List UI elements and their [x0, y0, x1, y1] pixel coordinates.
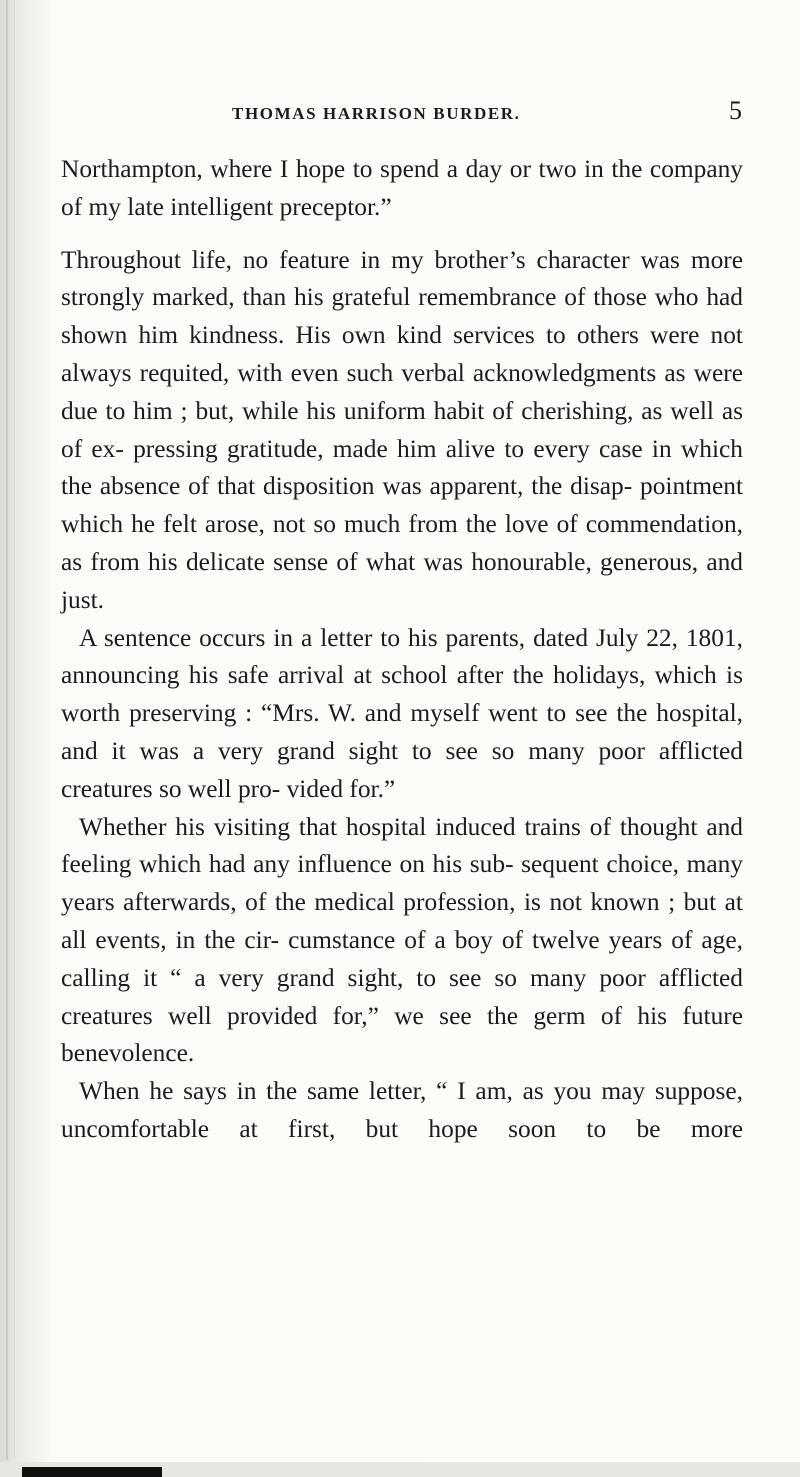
page-number: 5: [729, 96, 742, 125]
paragraph: Throughout life, no feature in my brother’s character was more strongly marked, than his grateful remembrance of those who had shown him kindness. His own kind services to others were not always requited, with even such verbal acknowledgments as were due to him ; but, while his uniform habit of cherishing, as well as of ex- pressing gratitude, made him alive to every case in which the absence of that disposition was apparent, the disap- pointment which he felt arose, not so much from the love of commendation, as from his delicate sense of what was honourable, generous, and just.: [61, 245, 743, 614]
paragraph: A sentence occurs in a letter to his parents, dated July 22, 1801, announcing his safe arrival at school after the holidays, which is worth preserving : “Mrs. W. and myself went to see the hospital, and it was a very grand sight to see so many poor afflicted creatures so well pro- vided for.”: [61, 623, 743, 803]
running-header: [232, 96, 742, 126]
paragraph: Whether his visiting that hospital induced trains of thought and feeling which had any influence on his sub- sequent choice, many years afterwards, of the medical profession, is not known ; but at all events, in the cir- cumstance of a boy of twelve years of age, calling it “ a very grand sight, to see so many poor afflicted creatures well provided for,” we see the germ of his future benevolence.: [61, 812, 743, 1068]
paragraph: When he says in the same letter, “ I am, as you may suppose, uncomfortable at first, but hope soon to be more: [61, 1077, 743, 1143]
body-text: [61, 151, 743, 1149]
running-title: THOMAS HARRISON BURDER.: [232, 104, 521, 123]
binding-edge-line-secondary: [14, 0, 15, 1460]
scan-edge-mark: [22, 1467, 162, 1477]
paragraph: Northampton, where I hope to spend a day or two in the company of my late intelligent preceptor.”: [61, 155, 743, 221]
binding-edge-line: [6, 0, 8, 1460]
